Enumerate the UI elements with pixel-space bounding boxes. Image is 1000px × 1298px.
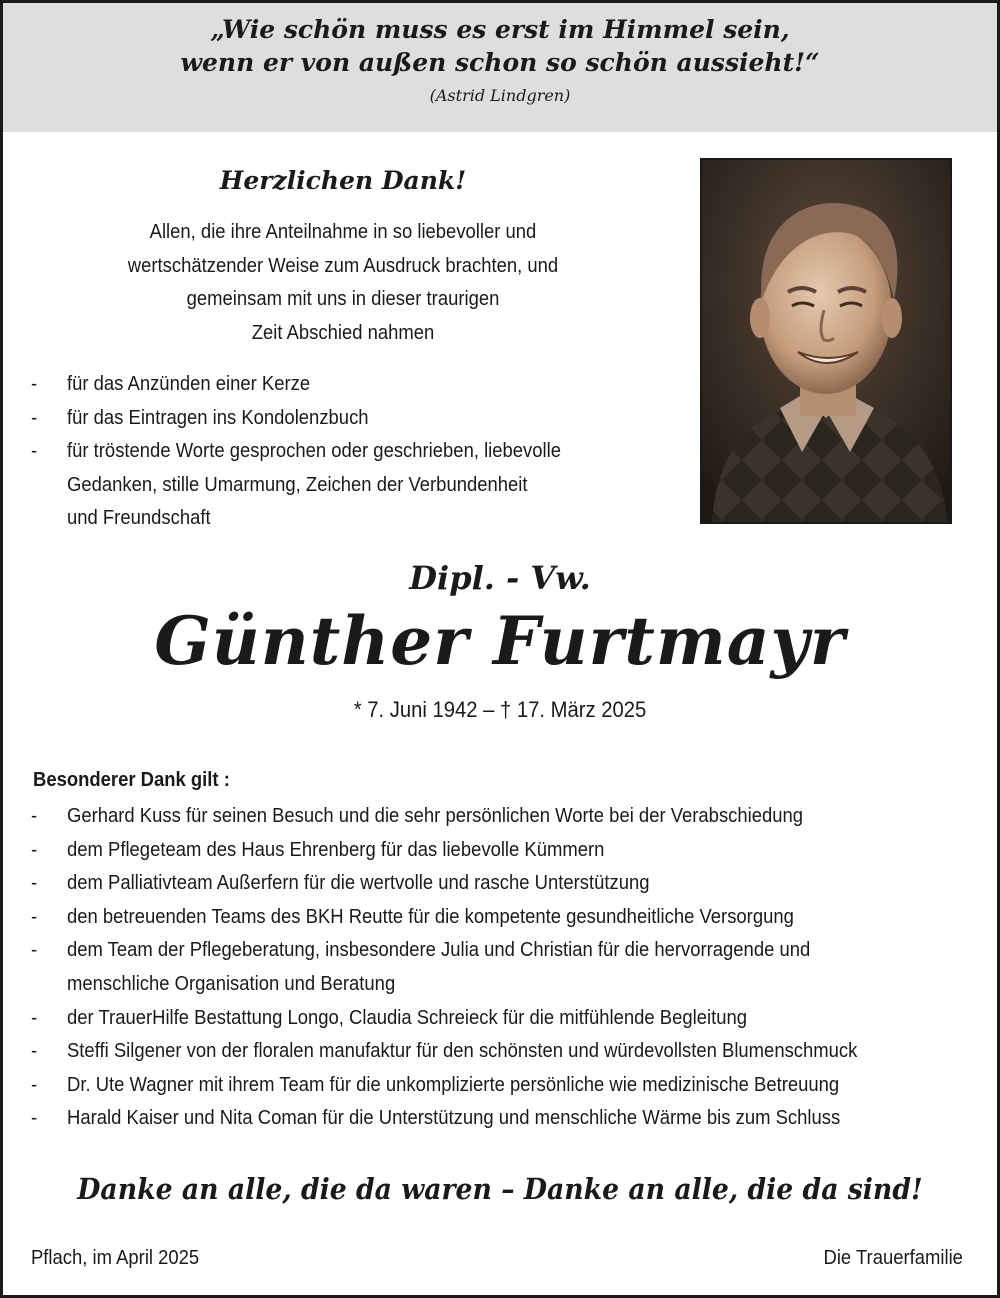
thanks-title: Herzlichen Dank! (219, 166, 467, 195)
quote-line-2: wenn er von außen schon so schön aussieht!“ (180, 48, 820, 77)
list-item-text: Harald Kaiser und Nita Coman für die Unterstützung und menschliche Wärme bis zum Schluss (67, 1106, 841, 1130)
list-item (31, 1068, 857, 1102)
list-item-text: menschliche Organisation und Beratung (67, 971, 396, 995)
list-item-text: dem Palliativteam Außerfern für die wertvolle und rasche Unterstützung (67, 871, 650, 895)
closing-line: Danke an alle, die da waren – Danke an alle, die da sind! (77, 1172, 923, 1206)
quote-line-1: „Wie schön muss es erst im Himmel sein, (210, 15, 790, 44)
portrait-photo-icon (702, 160, 950, 522)
list-item-text: für das Eintragen ins Kondolenzbuch (67, 405, 369, 429)
dash-marker: - (31, 938, 38, 962)
thanks-list (31, 367, 561, 535)
intro-line: gemeinsam mit uns in dieser traurigen (186, 287, 500, 310)
dash-marker: - (31, 804, 38, 827)
thanks-intro (64, 215, 622, 349)
quote-author: (Astrid Lindgren) (429, 86, 571, 105)
dash-marker: - (31, 871, 38, 895)
list-item (31, 1001, 857, 1035)
dash-marker: - (31, 439, 38, 462)
dash-marker: - (31, 1072, 38, 1096)
list-item (31, 1034, 857, 1068)
list-item-text: Steffi Silgener von der floralen manufaktur für den schönsten und würdevollsten Blumenschmuck (67, 1039, 858, 1063)
list-item (31, 401, 561, 435)
dash-marker: - (31, 837, 38, 861)
list-item (31, 1101, 857, 1135)
list-item-text: für tröstende Worte gesprochen oder geschrieben, liebevolle (67, 439, 562, 462)
list-item (31, 434, 561, 535)
list-item-text: den betreuenden Teams des BKH Reutte für die kompetente gesundheitliche Versorgung (67, 904, 794, 928)
quote-banner (3, 3, 997, 132)
list-item (31, 933, 857, 1000)
dash-marker: - (31, 1039, 38, 1063)
dash-marker: - (31, 1106, 38, 1130)
list-item (31, 833, 857, 867)
dash-marker: - (31, 372, 38, 395)
special-thanks-list (31, 799, 857, 1135)
deceased-name: Günther Furtmayr (154, 602, 846, 680)
list-item-text: für das Anzünden einer Kerze (67, 372, 311, 395)
dash-marker: - (31, 405, 38, 429)
life-dates: * 7. Juni 1942 – † 17. März 2025 (353, 697, 647, 722)
academic-title: Dipl. - Vw. (409, 559, 591, 597)
list-item-text: dem Team der Pflegeberatung, insbesondere Julia und Christian für die hervorragende und (67, 938, 811, 962)
list-item (31, 866, 857, 900)
list-item-text: Gerhard Kuss für seinen Besuch und die sehr persönlichen Worte bei der Verabschiedung (67, 804, 804, 827)
intro-line: Zeit Abschied nahmen (251, 320, 435, 344)
list-item-text: Dr. Ute Wagner mit ihrem Team für die unkomplizierte persönliche wie medizinische Betreuung (67, 1072, 840, 1096)
dash-marker: - (31, 904, 38, 928)
portrait-photo (700, 158, 952, 524)
intro-line: wertschätzender Weise zum Ausdruck brachten, und (127, 253, 559, 277)
list-item (31, 367, 561, 401)
list-item-text: der TrauerHilfe Bestattung Longo, Claudia Schreieck für die mitfühlende Begleitung (67, 1005, 747, 1029)
list-item-text: Gedanken, stille Umarmung, Zeichen der Verbundenheit (67, 472, 528, 496)
list-item (31, 900, 857, 934)
special-thanks-heading: Besonderer Dank gilt : (33, 768, 230, 791)
intro-line: Allen, die ihre Anteilnahme in so liebevoller und (149, 220, 537, 243)
family-signature: Die Trauerfamilie (823, 1246, 963, 1269)
list-item-text: dem Pflegeteam des Haus Ehrenberg für das liebevolle Kümmern (67, 837, 605, 861)
place-date: Pflach, im April 2025 (31, 1246, 200, 1269)
dash-marker: - (31, 1005, 38, 1029)
list-item (31, 799, 857, 833)
list-item-text: und Freundschaft (67, 506, 211, 529)
